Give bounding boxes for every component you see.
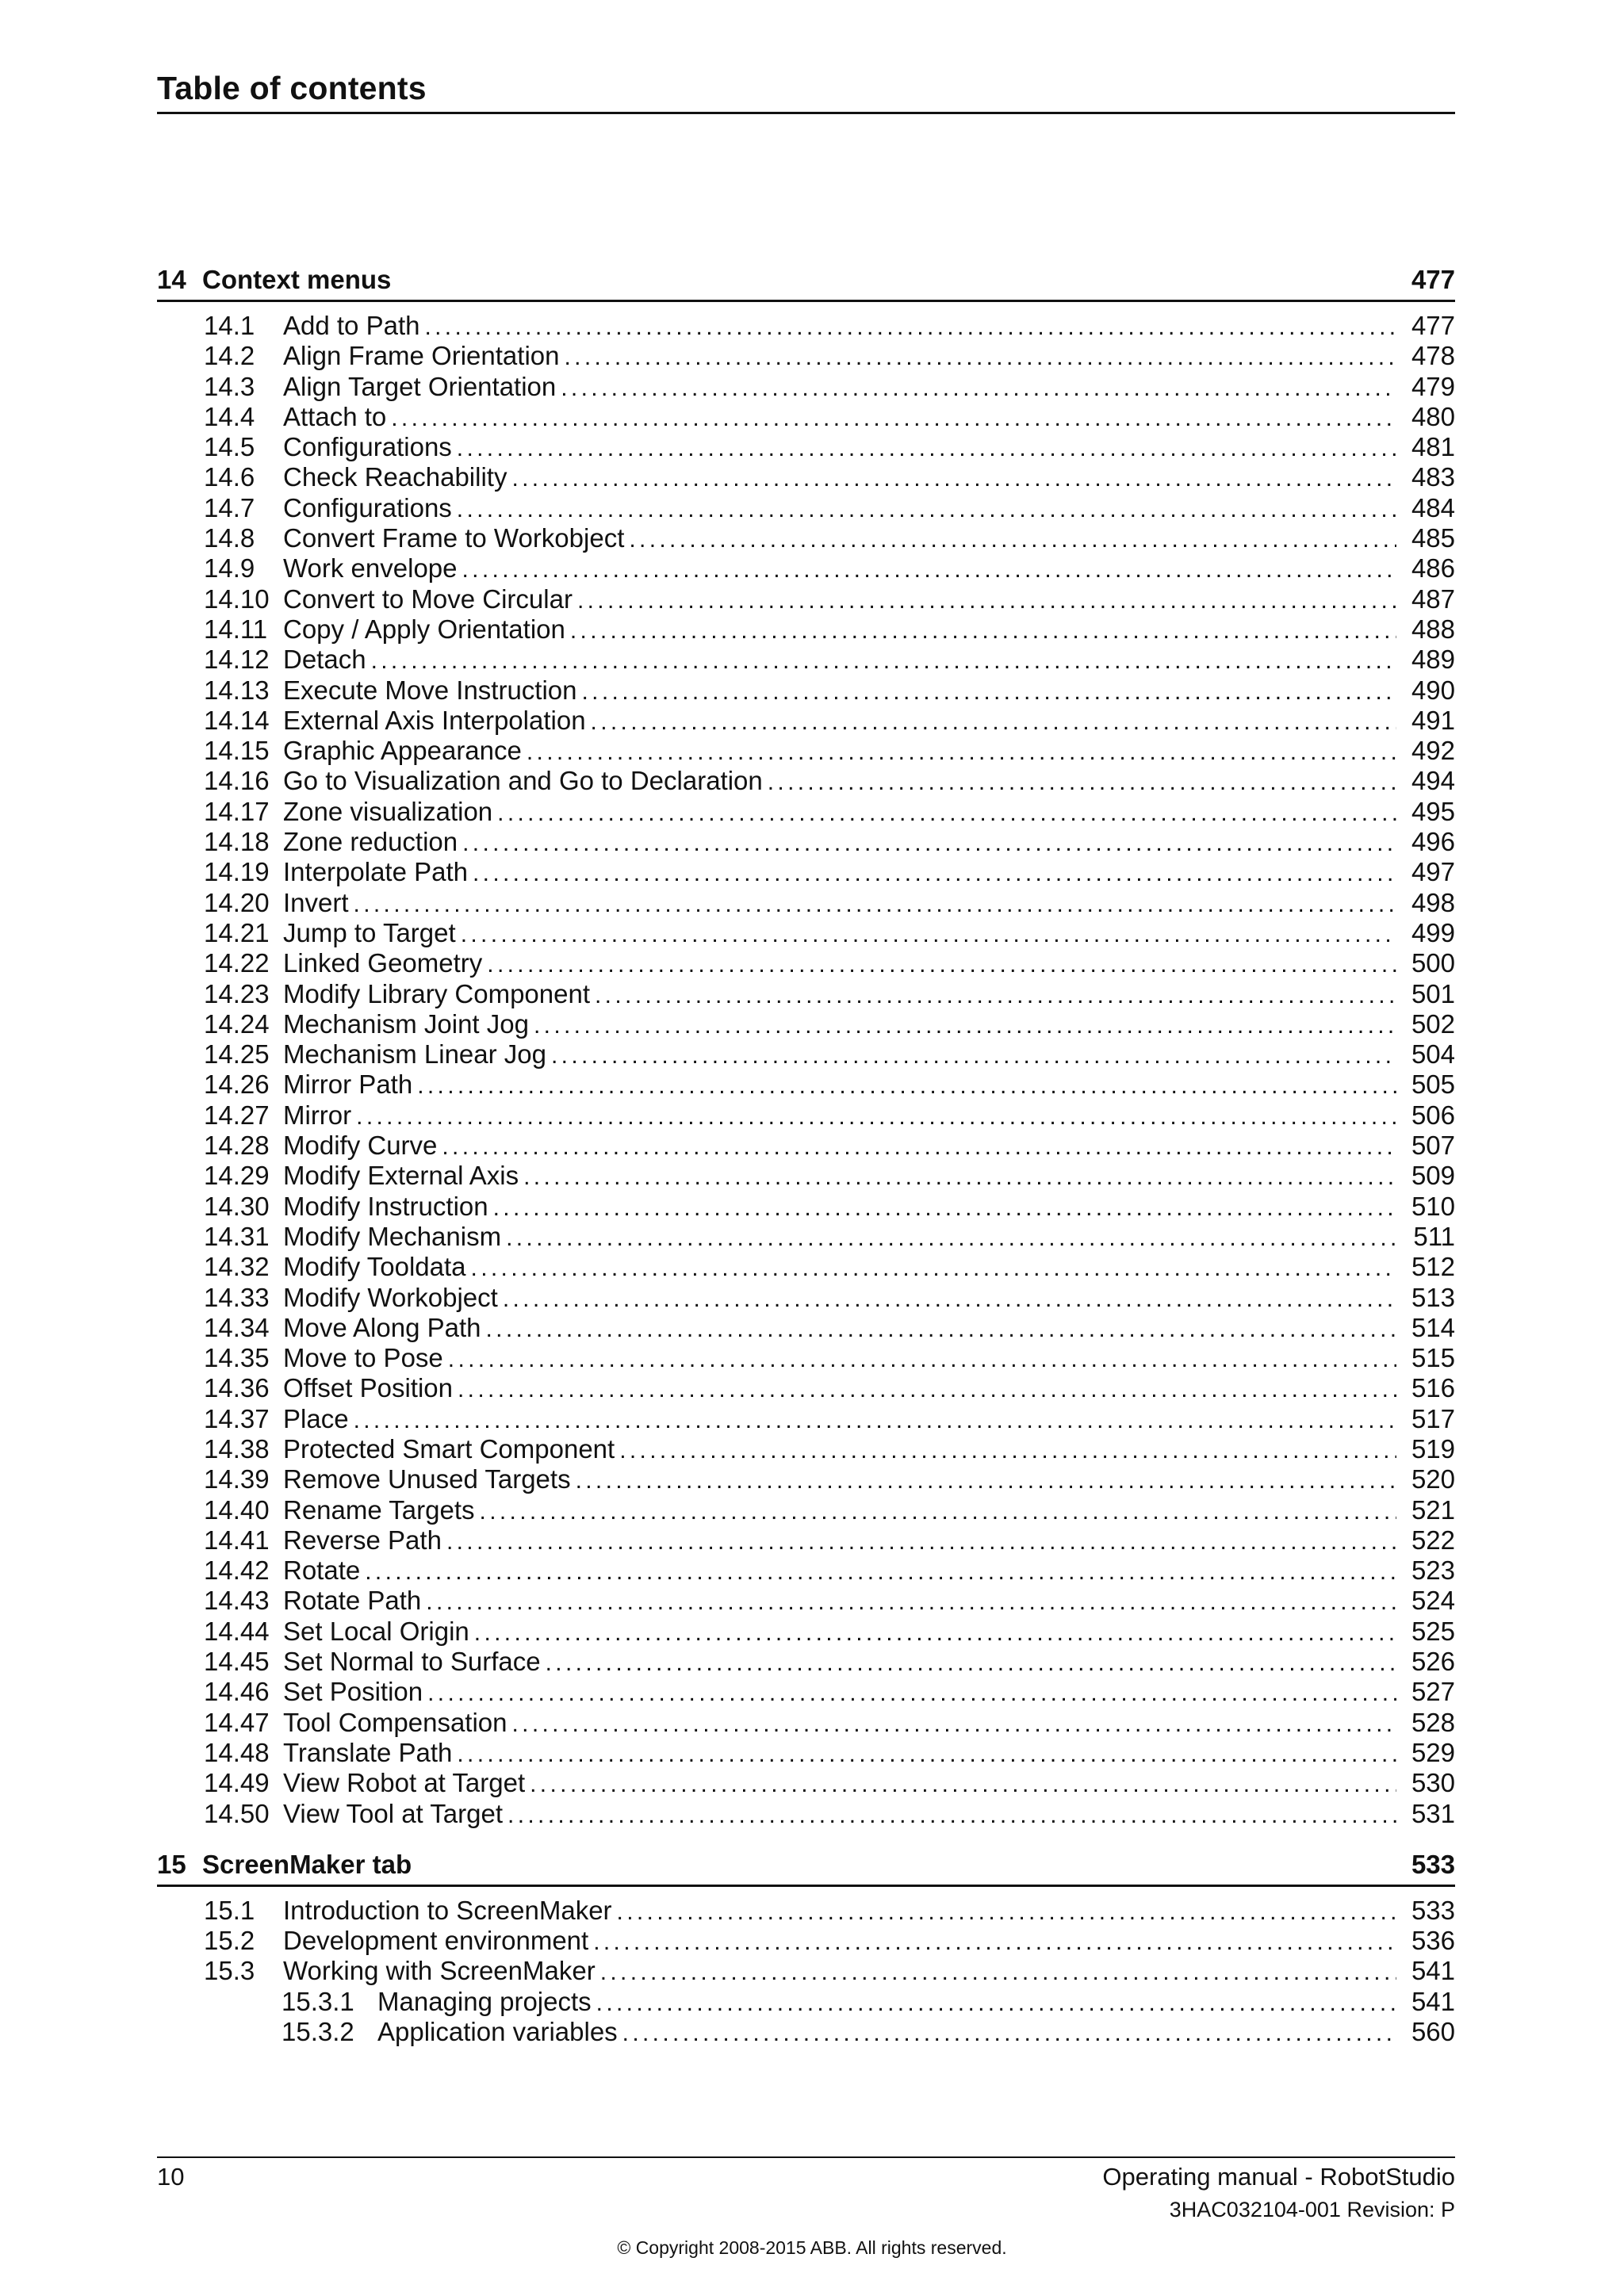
dot-leader (527, 737, 1396, 767)
entry-page-number: 491 (1411, 705, 1455, 735)
entry-number: 14.15 (204, 736, 270, 766)
entry-number: 15.3.1 (282, 1986, 354, 2016)
dot-leader (354, 1406, 1396, 1436)
dot-leader (582, 677, 1396, 707)
entry-number: 14.26 (204, 1070, 270, 1100)
entry-page-number: 521 (1411, 1494, 1455, 1525)
toc-entry[interactable] (157, 1926, 1455, 1956)
toc-entry[interactable] (157, 341, 1455, 371)
entry-number: 14.35 (204, 1343, 270, 1373)
entry-title: Align Frame Orientation (283, 341, 560, 371)
chapter-number: 15 (157, 1849, 186, 1879)
entry-number: 14.33 (204, 1282, 270, 1312)
toc-entry[interactable] (157, 493, 1455, 523)
page-title: Table of contents (157, 70, 427, 106)
dot-leader (561, 373, 1396, 404)
dot-leader (391, 404, 1396, 434)
toc-entry-list (157, 311, 1455, 1829)
entry-title: Modify External Axis (283, 1161, 519, 1191)
entry-title: Configurations (283, 492, 452, 522)
entry-number: 14.1 (204, 311, 255, 340)
dot-leader (462, 828, 1396, 859)
entry-number: 14.24 (204, 1008, 270, 1039)
entry-page-number: 526 (1411, 1647, 1455, 1677)
dot-leader (570, 616, 1396, 646)
entry-number: 15.3.2 (282, 2017, 354, 2047)
dot-leader (506, 1223, 1396, 1253)
entry-number: 14.22 (204, 948, 270, 978)
entry-title: Set Normal to Surface (283, 1647, 541, 1677)
entry-number: 14.38 (204, 1433, 270, 1464)
entry-page-number: 477 (1411, 311, 1455, 340)
toc-entry[interactable] (157, 1161, 1455, 1191)
entry-page-number: 517 (1411, 1403, 1455, 1433)
toc-entry[interactable] (157, 1896, 1455, 1926)
toc-entry[interactable] (157, 1313, 1455, 1343)
dot-leader (576, 1466, 1396, 1496)
dot-leader (497, 798, 1396, 828)
entry-title: Execute Move Instruction (283, 675, 577, 705)
dot-leader (596, 1988, 1396, 2019)
entry-title: Jump to Target (283, 917, 456, 947)
entry-page-number: 494 (1411, 766, 1455, 796)
dot-leader (461, 920, 1396, 950)
table-of-contents (157, 260, 1455, 2047)
entry-title: Introduction to ScreenMaker (283, 1895, 612, 1925)
entry-title: Attach to (283, 401, 387, 431)
dot-leader (534, 1011, 1396, 1041)
entry-number: 14.20 (204, 887, 270, 917)
entry-page-number: 499 (1411, 917, 1455, 947)
dot-leader (493, 1193, 1396, 1223)
toc-entry[interactable] (157, 675, 1455, 706)
entry-title: Set Position (283, 1677, 423, 1707)
entry-number: 14.11 (204, 614, 268, 644)
entry-number: 14.16 (204, 766, 270, 796)
entry-page-number: 507 (1411, 1131, 1455, 1161)
entry-title: Set Local Origin (283, 1616, 469, 1646)
entry-number: 14.45 (204, 1647, 270, 1677)
entry-number: 14.10 (204, 584, 270, 614)
entry-page-number: 516 (1411, 1373, 1455, 1403)
dot-leader (474, 1618, 1396, 1648)
entry-page-number: 519 (1411, 1433, 1455, 1464)
entry-number: 14.27 (204, 1100, 270, 1130)
entry-number: 15.2 (204, 1926, 255, 1956)
dot-leader (424, 312, 1396, 342)
entry-title: Translate Path (283, 1737, 453, 1767)
entry-title: Working with ScreenMaker (283, 1956, 596, 1986)
entry-number: 14.39 (204, 1464, 270, 1494)
entry-number: 14.3 (204, 371, 255, 401)
entry-page-number: 487 (1411, 584, 1455, 614)
toc-entry[interactable] (157, 372, 1455, 402)
entry-title: Interpolate Path (283, 857, 468, 887)
entry-number: 14.36 (204, 1373, 270, 1403)
dot-leader (448, 1345, 1396, 1375)
dot-leader (473, 859, 1396, 889)
chapter-page-number: 477 (1411, 265, 1455, 294)
entry-number: 14.48 (204, 1737, 270, 1767)
entry-title: Remove Unused Targets (283, 1464, 571, 1494)
entry-title: Zone reduction (283, 827, 458, 857)
dot-leader (356, 1102, 1396, 1132)
entry-title: Reverse Path (283, 1525, 442, 1555)
chapter-title: Context menus (202, 265, 392, 294)
toc-entry[interactable] (157, 1100, 1455, 1131)
entry-title: Move Along Path (283, 1312, 481, 1342)
toc-entry[interactable] (157, 1283, 1455, 1313)
entry-title: Modify Workobject (283, 1282, 498, 1312)
entry-title: Graphic Appearance (283, 736, 522, 766)
entry-title: Modify Curve (283, 1131, 438, 1161)
entry-title: Linked Geometry (283, 948, 483, 978)
entry-number: 14.18 (204, 827, 270, 857)
dot-leader (551, 1041, 1396, 1071)
entry-number: 14.25 (204, 1039, 270, 1070)
footer-page-number: 10 (157, 2163, 185, 2191)
entry-page-number: 496 (1411, 827, 1455, 857)
dot-leader (365, 1557, 1396, 1587)
toc-entry[interactable] (157, 584, 1455, 614)
entry-page-number: 479 (1411, 371, 1455, 401)
entry-title: Modify Instruction (283, 1191, 488, 1221)
toc-entry[interactable] (157, 1987, 1455, 2017)
entry-title: Mechanism Linear Jog (283, 1039, 546, 1070)
entry-number: 14.5 (204, 432, 255, 462)
entry-page-number: 506 (1411, 1100, 1455, 1130)
entry-number: 14.40 (204, 1494, 270, 1525)
entry-title: Rotate (283, 1556, 361, 1586)
dot-leader (600, 1957, 1396, 1988)
dot-leader (486, 1314, 1397, 1345)
dot-leader (503, 1284, 1396, 1314)
entry-number: 14.6 (204, 462, 255, 492)
entry-page-number: 512 (1411, 1252, 1455, 1282)
chapter-number: 14 (157, 265, 186, 294)
entry-page-number: 528 (1411, 1707, 1455, 1737)
entry-number: 14.29 (204, 1161, 270, 1191)
copyright-notice: © Copyright 2008-2015 ABB. All rights reserved. (617, 2237, 1007, 2258)
entry-title: Modify Library Component (283, 978, 591, 1008)
entry-page-number: 489 (1411, 645, 1455, 675)
toc-entry[interactable] (157, 462, 1455, 492)
entry-number: 14.49 (204, 1768, 270, 1798)
toc-entry[interactable] (157, 948, 1455, 978)
entry-page-number: 527 (1411, 1677, 1455, 1707)
entry-title: Place (283, 1403, 349, 1433)
entry-number: 14.31 (204, 1221, 270, 1251)
dot-leader (471, 1253, 1396, 1284)
chapter-page-number: 533 (1411, 1849, 1455, 1879)
toc-entry[interactable] (157, 614, 1455, 645)
toc-entry[interactable] (157, 1799, 1455, 1829)
toc-entry[interactable] (157, 736, 1455, 766)
entry-number: 14.44 (204, 1616, 270, 1646)
entry-title: Mirror Path (283, 1070, 413, 1100)
dot-leader (530, 1770, 1396, 1800)
entry-title: Invert (283, 887, 349, 917)
entry-number: 14.7 (204, 492, 255, 522)
entry-title: External Axis Interpolation (283, 705, 586, 735)
entry-title: Tool Compensation (283, 1707, 508, 1737)
entry-number: 15.3 (204, 1956, 255, 1986)
toc-entry[interactable] (157, 1222, 1455, 1252)
dot-leader (371, 646, 1396, 676)
entry-number: 14.32 (204, 1252, 270, 1282)
toc-entry[interactable] (157, 979, 1455, 1009)
entry-title: Align Target Orientation (283, 371, 557, 401)
dot-leader (617, 1897, 1396, 1927)
entry-title: Modify Tooldata (283, 1252, 466, 1282)
entry-title: Rename Targets (283, 1494, 475, 1525)
entry-number: 14.41 (204, 1525, 270, 1555)
entry-page-number: 515 (1411, 1343, 1455, 1373)
entry-title: Application variables (377, 2017, 618, 2047)
dot-leader (593, 1927, 1396, 1957)
entry-page-number: 492 (1411, 736, 1455, 766)
entry-number: 14.47 (204, 1707, 270, 1737)
entry-title: Detach (283, 645, 366, 675)
entry-title: View Tool at Target (283, 1798, 504, 1828)
toc-entry[interactable] (157, 1677, 1455, 1707)
entry-page-number: 480 (1411, 401, 1455, 431)
entry-page-number: 490 (1411, 675, 1455, 705)
dot-leader (511, 464, 1396, 494)
chapter-heading[interactable] (157, 1845, 1455, 1887)
dot-leader (577, 586, 1396, 616)
dot-leader (354, 890, 1396, 920)
toc-entry[interactable] (157, 1586, 1455, 1616)
entry-title: View Robot at Target (283, 1768, 526, 1798)
dot-leader (417, 1071, 1396, 1101)
dot-leader (622, 2019, 1396, 2049)
entry-title: Managing projects (377, 1986, 592, 2016)
entry-page-number: 513 (1411, 1282, 1455, 1312)
entry-page-number: 509 (1411, 1161, 1455, 1191)
entry-number: 14.23 (204, 978, 270, 1008)
entry-number: 14.8 (204, 523, 255, 553)
dot-leader (523, 1162, 1396, 1192)
toc-entry[interactable] (157, 1373, 1455, 1403)
entry-page-number: 514 (1411, 1312, 1455, 1342)
toc-entry[interactable] (157, 1464, 1455, 1494)
entry-page-number: 504 (1411, 1039, 1455, 1070)
footer-document-id: 3HAC032104-001 Revision: P (1169, 2198, 1455, 2221)
toc-entry[interactable] (157, 1434, 1455, 1464)
entry-page-number: 510 (1411, 1191, 1455, 1221)
toc-entry[interactable] (157, 706, 1455, 736)
entry-page-number: 529 (1411, 1737, 1455, 1767)
entry-page-number: 533 (1411, 1895, 1455, 1925)
entry-page-number: 525 (1411, 1616, 1455, 1646)
title-divider (157, 112, 1455, 114)
entry-page-number: 523 (1411, 1556, 1455, 1586)
toc-entry[interactable] (157, 918, 1455, 948)
entry-page-number: 524 (1411, 1586, 1455, 1616)
entry-page-number: 481 (1411, 432, 1455, 462)
entry-title: Zone visualization (283, 796, 493, 826)
dot-leader (629, 525, 1396, 555)
dot-leader (591, 707, 1396, 737)
toc-entry-list (157, 1896, 1455, 2047)
toc-entry[interactable] (157, 1252, 1455, 1282)
entry-page-number: 511 (1413, 1221, 1455, 1251)
entry-title: Offset Position (283, 1373, 454, 1403)
dot-leader (457, 434, 1396, 464)
dot-leader (512, 1709, 1397, 1739)
entry-number: 14.43 (204, 1586, 270, 1616)
entry-title: Modify Mechanism (283, 1221, 502, 1251)
entry-title: Rotate Path (283, 1586, 422, 1616)
toc-entry[interactable] (157, 827, 1455, 857)
chapter-title: ScreenMaker tab (202, 1849, 412, 1879)
entry-page-number: 560 (1411, 2017, 1455, 2047)
entry-number: 14.9 (204, 553, 255, 584)
entry-number: 14.42 (204, 1556, 270, 1586)
toc-entry[interactable] (157, 1617, 1455, 1647)
toc-entry[interactable] (157, 1525, 1455, 1556)
entry-page-number: 541 (1411, 1986, 1455, 2016)
entry-number: 14.17 (204, 796, 270, 826)
entry-page-number: 530 (1411, 1768, 1455, 1798)
toc-entry[interactable] (157, 1495, 1455, 1525)
entry-title: Mechanism Joint Jog (283, 1008, 529, 1039)
entry-page-number: 520 (1411, 1464, 1455, 1494)
entry-title: Protected Smart Component (283, 1433, 615, 1464)
entry-page-number: 483 (1411, 462, 1455, 492)
entry-number: 14.28 (204, 1131, 270, 1161)
entry-title: Mirror (283, 1100, 352, 1130)
entry-page-number: 536 (1411, 1926, 1455, 1956)
dot-leader (546, 1648, 1396, 1678)
toc-entry[interactable] (157, 432, 1455, 462)
toc-entry[interactable] (157, 1070, 1455, 1100)
entry-page-number: 498 (1411, 887, 1455, 917)
dot-leader (595, 981, 1396, 1011)
dot-leader (487, 950, 1396, 980)
entry-page-number: 505 (1411, 1070, 1455, 1100)
toc-entry[interactable] (157, 766, 1455, 796)
entry-number: 14.4 (204, 401, 255, 431)
footer-divider (157, 2156, 1455, 2158)
dot-leader (768, 767, 1396, 798)
dot-leader (508, 1800, 1396, 1831)
entry-page-number: 484 (1411, 492, 1455, 522)
entry-number: 14.21 (204, 917, 270, 947)
toc-entry[interactable] (157, 1956, 1455, 1986)
dot-leader (457, 1739, 1396, 1770)
entry-page-number: 485 (1411, 523, 1455, 553)
entry-number: 14.13 (204, 675, 270, 705)
entry-number: 14.30 (204, 1191, 270, 1221)
dot-leader (427, 1678, 1396, 1709)
dot-leader (442, 1132, 1396, 1162)
entry-number: 14.37 (204, 1403, 270, 1433)
entry-title: Configurations (283, 432, 452, 462)
toc-entry[interactable] (157, 1556, 1455, 1586)
toc-entry[interactable] (157, 1009, 1455, 1039)
toc-entry[interactable] (157, 1738, 1455, 1768)
entry-title: Convert Frame to Workobject (283, 523, 625, 553)
chapter-spacer (157, 1829, 1455, 1845)
dot-leader (446, 1527, 1396, 1557)
toc-entry[interactable] (157, 1647, 1455, 1677)
entry-title: Move to Pose (283, 1343, 443, 1373)
entry-page-number: 531 (1411, 1798, 1455, 1828)
toc-entry[interactable] (157, 857, 1455, 887)
entry-title: Go to Visualization and Go to Declaration (283, 766, 763, 796)
entry-number: 14.19 (204, 857, 270, 887)
entry-page-number: 488 (1411, 614, 1455, 644)
toc-entry[interactable] (157, 797, 1455, 827)
toc-entry[interactable] (157, 402, 1455, 432)
entry-number: 14.50 (204, 1798, 270, 1828)
dot-leader (458, 1375, 1396, 1405)
entry-title: Work envelope (283, 553, 458, 584)
entry-page-number: 502 (1411, 1008, 1455, 1039)
entry-page-number: 500 (1411, 948, 1455, 978)
entry-title: Add to Path (283, 311, 420, 340)
dot-leader (480, 1497, 1396, 1527)
toc-entry[interactable] (157, 1708, 1455, 1738)
entry-page-number: 486 (1411, 553, 1455, 584)
toc-entry[interactable] (157, 2017, 1455, 2047)
toc-entry[interactable] (157, 888, 1455, 918)
chapter-heading[interactable] (157, 260, 1455, 302)
toc-entry[interactable] (157, 1343, 1455, 1373)
dot-leader (426, 1587, 1396, 1617)
entry-title: Check Reachability (283, 462, 508, 492)
entry-page-number: 541 (1411, 1956, 1455, 1986)
toc-entry[interactable] (157, 1131, 1455, 1161)
dot-leader (462, 555, 1396, 585)
entry-number: 15.1 (204, 1895, 255, 1925)
dot-leader (457, 495, 1396, 525)
toc-entry[interactable] (157, 311, 1455, 341)
toc-entry[interactable] (157, 1768, 1455, 1798)
dot-leader (564, 342, 1396, 373)
toc-entry[interactable] (157, 645, 1455, 675)
toc-entry[interactable] (157, 1039, 1455, 1070)
entry-page-number: 522 (1411, 1525, 1455, 1555)
entry-number: 14.14 (204, 705, 270, 735)
entry-number: 14.12 (204, 645, 270, 675)
entry-page-number: 501 (1411, 978, 1455, 1008)
toc-entry[interactable] (157, 1404, 1455, 1434)
dot-leader (619, 1436, 1396, 1466)
entry-page-number: 497 (1411, 857, 1455, 887)
entry-title: Development environment (283, 1926, 589, 1956)
entry-page-number: 495 (1411, 796, 1455, 826)
toc-entry[interactable] (157, 553, 1455, 584)
toc-entry[interactable] (157, 523, 1455, 553)
entry-number: 14.2 (204, 341, 255, 371)
entry-page-number: 478 (1411, 341, 1455, 371)
entry-number: 14.46 (204, 1677, 270, 1707)
toc-entry[interactable] (157, 1192, 1455, 1222)
entry-title: Copy / Apply Orientation (283, 614, 565, 644)
entry-title: Convert to Move Circular (283, 584, 573, 614)
footer-manual-title: Operating manual - RobotStudio (1102, 2163, 1455, 2191)
entry-number: 14.34 (204, 1312, 270, 1342)
